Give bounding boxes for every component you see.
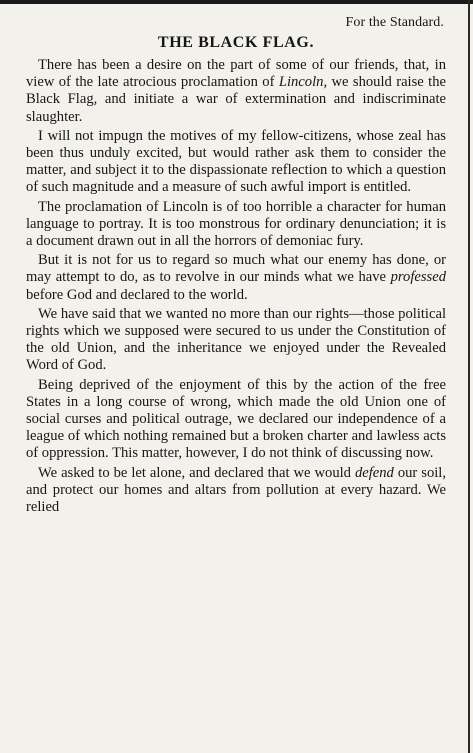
paragraph <box>26 128 446 197</box>
article-body <box>26 57 446 516</box>
top-column-rule <box>0 0 473 4</box>
text-run: I will not impugn the motives of my fellow-citizens, whose zeal has been thus unduly excited, but would rather ask them to consider the matter, and subject it to the dispassionate reflection to which a question of such magnitude and a measure of such awful import is entitled. <box>26 127 446 196</box>
text-run: But it is not for us to regard so much what our enemy has done, or may attempt to do, as to revolve in our minds what we have <box>26 252 446 286</box>
right-column-rule <box>468 0 470 753</box>
paragraph <box>26 199 446 251</box>
italic-text: defend <box>354 464 394 481</box>
newspaper-column <box>26 14 446 516</box>
italic-text: Lincoln <box>278 74 324 91</box>
paragraph <box>26 465 446 517</box>
text-run: Being deprived of the enjoyment of this by the action of the free States in a long course of wrong, which made the old Union one of social curses and political outrage, we declared our independence of a league of which nothing remained but a broken charter and lawless acts of oppression. This matter, however, I do not think of discussing now. <box>26 376 446 462</box>
text-run: We asked to be let alone, and declared that we would <box>38 464 355 481</box>
text-run: , we should raise the Black Flag, and initiate a war of extermination and indiscriminate slaughter. <box>26 74 446 125</box>
text-run: before God and declared to the world. <box>26 286 248 303</box>
paragraph <box>26 57 446 126</box>
headline: THE BLACK FLAG. <box>157 34 315 51</box>
paragraph <box>26 377 446 463</box>
text-run: We have said that we wanted no more than our rights—those political rights which we supposed were secured to us under the Constitution of the old Union, and the inheritance we enjoyed under the Revealed Word of God. <box>26 305 446 374</box>
byline: For the Standard. <box>345 15 444 30</box>
text-run: The proclamation of Lincoln is of too horrible a character for human language to portray. It is too monstrous for ordinary denunciation; it is a document drawn out in all the horrors of demoniac fury. <box>26 198 446 250</box>
paragraph <box>26 306 446 375</box>
text-run: There has been a desire on the part of some of our friends, that, in view of the late atrocious proclamation of <box>26 57 446 91</box>
text-run: our soil, and protect our homes and altars from pollution at every hazard. We relied <box>26 464 447 516</box>
italic-text: professed <box>390 269 446 286</box>
paragraph <box>26 252 446 304</box>
